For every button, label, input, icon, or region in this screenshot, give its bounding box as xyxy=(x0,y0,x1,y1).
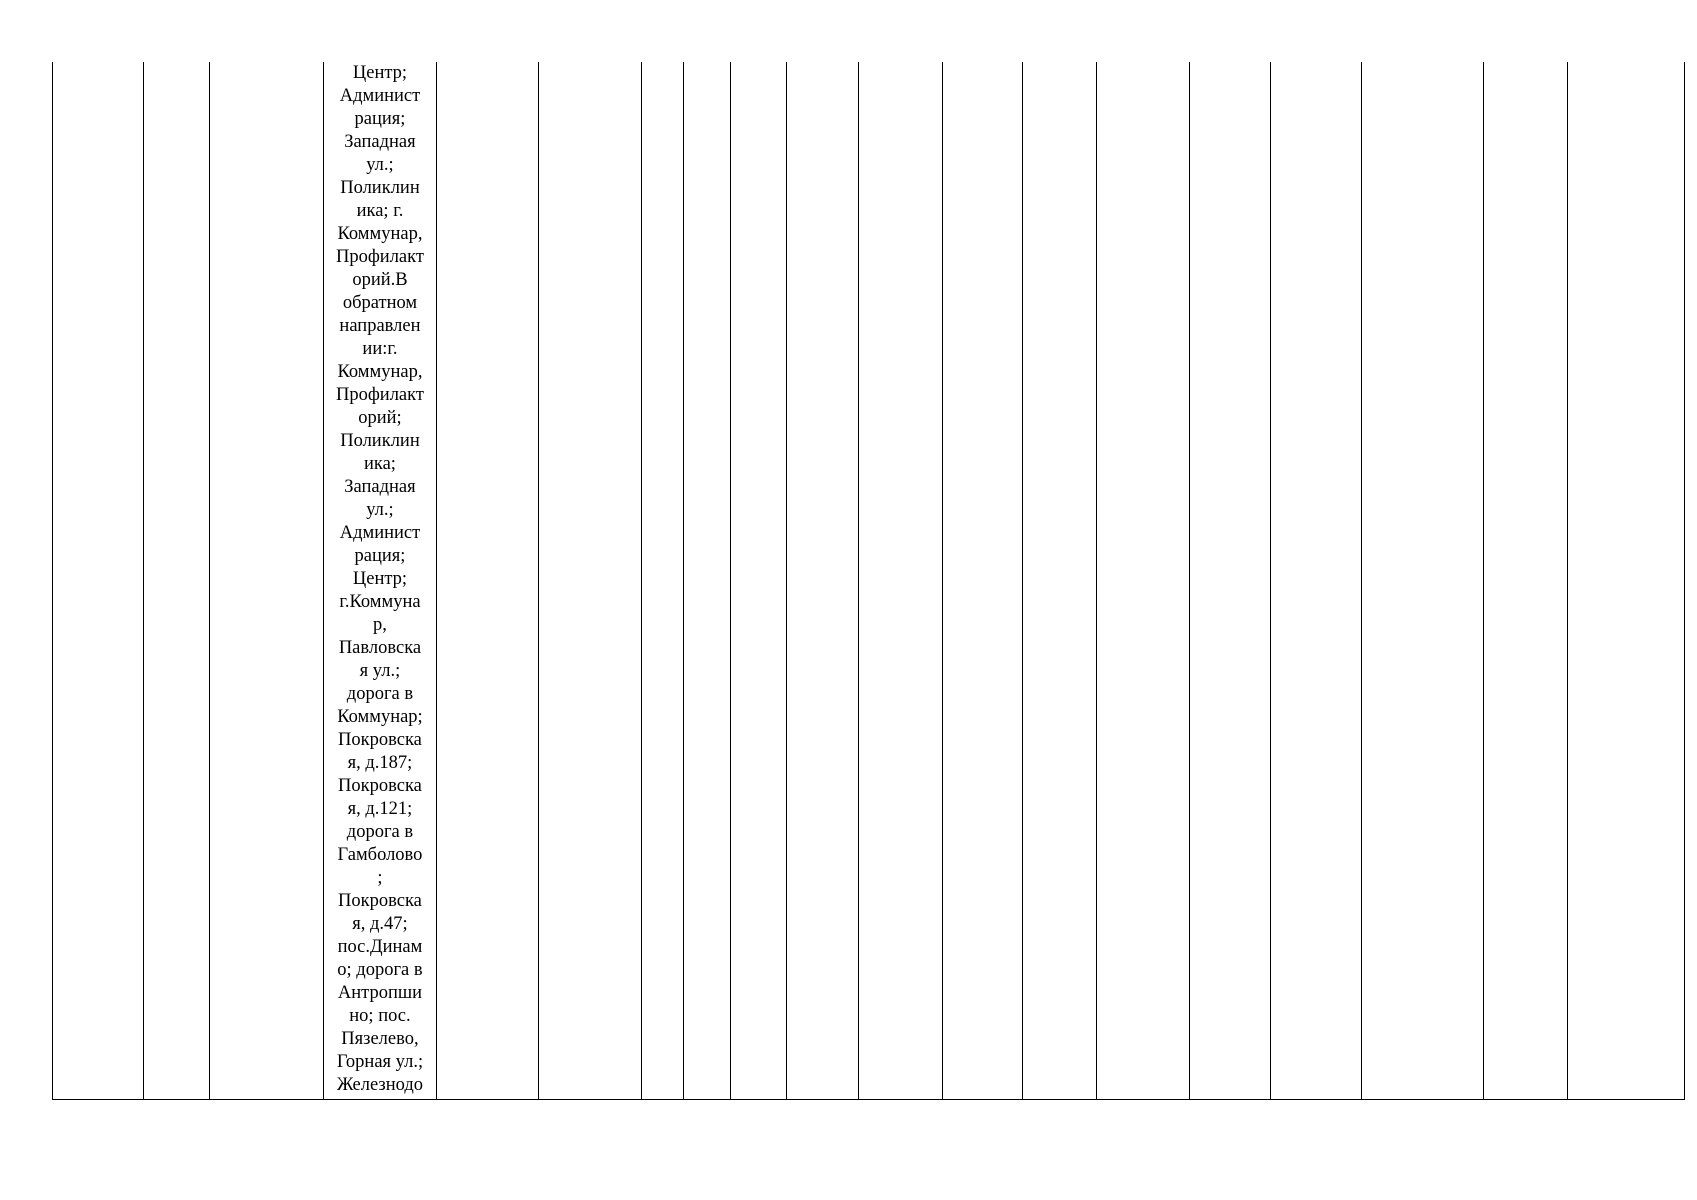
stop-line: обратном xyxy=(342,293,418,313)
stop-line: я, д.47; xyxy=(352,914,408,934)
table-cell-12 xyxy=(942,62,1022,1100)
stop-line: Центр; xyxy=(352,63,408,83)
stop-line: Покровска xyxy=(338,891,422,911)
route-table xyxy=(52,62,1685,1100)
table-cell-3 xyxy=(210,62,323,1100)
stop-line: ика; xyxy=(363,454,396,474)
table-cell-7 xyxy=(641,62,683,1100)
stop-line: пос.Динам xyxy=(337,937,423,957)
stop-line: Павловска xyxy=(338,638,422,658)
stop-line: Профилакт xyxy=(335,385,424,405)
table-cell-6 xyxy=(539,62,641,1100)
stop-line: направлен xyxy=(339,316,421,336)
table-cell-9 xyxy=(731,62,787,1100)
stop-line: Админист xyxy=(339,86,421,106)
stop-line: я, д.121; xyxy=(347,799,413,819)
stop-line: о; дорога в xyxy=(337,960,423,980)
table-cell-10 xyxy=(787,62,859,1100)
stop-line: Покровска xyxy=(338,730,422,750)
table-cell-5 xyxy=(437,62,539,1100)
table-cell-16 xyxy=(1270,62,1361,1100)
stop-line: Западная xyxy=(344,477,416,497)
stop-line: ; xyxy=(377,868,383,888)
table-cell-18 xyxy=(1484,62,1567,1100)
stop-line: Западная xyxy=(344,132,416,152)
table-cell-8 xyxy=(683,62,730,1100)
stop-line: Админист xyxy=(339,523,421,543)
stop-line: орий; xyxy=(358,408,402,428)
stop-line: орий.В xyxy=(352,270,408,290)
stop-line: Коммунар, xyxy=(337,224,423,244)
stop-line: но; пос. xyxy=(349,1006,411,1026)
stop-line: Поликлин xyxy=(340,431,420,451)
stop-line: рация; xyxy=(354,546,406,566)
stop-line: Пязелево, xyxy=(341,1029,419,1049)
stop-line: Гамболово xyxy=(337,845,423,865)
stop-line: Коммунар, xyxy=(337,362,423,382)
table-cell-13 xyxy=(1022,62,1096,1100)
stop-line: рация; xyxy=(354,109,406,129)
stop-line: Поликлин xyxy=(340,178,420,198)
stop-line: г.Коммуна xyxy=(339,592,421,612)
stop-line: Железнодо xyxy=(336,1075,424,1095)
table-cell-14 xyxy=(1097,62,1190,1100)
stop-line: ул.; xyxy=(366,500,394,520)
table-cell-19 xyxy=(1567,62,1684,1100)
table-cell-1 xyxy=(53,62,144,1100)
stop-line: р, xyxy=(373,615,387,635)
stop-line: Горная ул.; xyxy=(336,1052,424,1072)
table-cell-17 xyxy=(1361,62,1483,1100)
stop-line: Антропши xyxy=(337,983,423,1003)
table-cell-2 xyxy=(144,62,210,1100)
stop-line: ул.; xyxy=(366,155,394,175)
stop-line: Профилакт xyxy=(335,247,424,267)
stop-line: Центр; xyxy=(352,569,408,589)
table-cell-11 xyxy=(859,62,942,1100)
stop-line: ика; г. xyxy=(356,201,404,221)
stop-line: Покровска xyxy=(338,776,422,796)
stop-line: дорога в xyxy=(346,684,414,704)
stop-line: ии:г. xyxy=(362,339,398,359)
stop-line: я ул.; xyxy=(359,661,401,681)
table-cell-15 xyxy=(1190,62,1270,1100)
stop-line: я, д.187; xyxy=(347,753,413,773)
route-stops-cell xyxy=(323,62,436,1100)
stop-line: Коммунар; xyxy=(337,707,423,727)
table-row xyxy=(53,62,1685,1100)
stop-line: дорога в xyxy=(346,822,414,842)
